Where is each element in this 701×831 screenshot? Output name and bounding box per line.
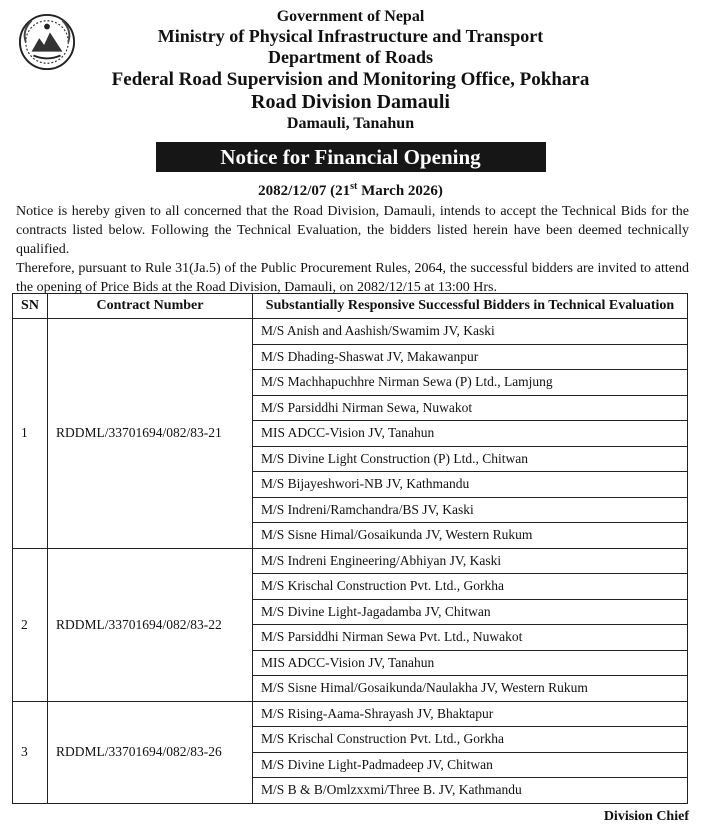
table-body xyxy=(13,319,688,804)
table-row xyxy=(13,548,688,574)
header-ministry: Ministry of Physical Infrastructure and Transport xyxy=(157,26,544,46)
notice-title: Notice for Financial Opening xyxy=(156,142,546,172)
bidder-name: MIS ADCC-Vision JV, Tanahun xyxy=(253,650,688,676)
bidder-name: M/S Divine Light Construction (P) Ltd., Chitwan xyxy=(253,446,688,472)
nepal-emblem-icon xyxy=(18,13,76,71)
bidder-name: M/S Machhapuchhre Nirman Sewa (P) Ltd., Lamjung xyxy=(253,370,688,396)
header-bidders: Substantially Responsive Successful Bidders in Technical Evaluation xyxy=(253,294,688,319)
bidder-name: M/S Anish and Aashish/Swamim JV, Kaski xyxy=(253,319,688,345)
notice-date xyxy=(0,178,701,200)
bidder-name: M/S Indreni Engineering/Abhiyan JV, Kaski xyxy=(253,548,688,574)
bidder-name: M/S Divine Light-Padmadeep JV, Chitwan xyxy=(253,752,688,778)
bidder-name: M/S Indreni/Ramchandra/BS JV, Kaski xyxy=(253,497,688,523)
header-office: Federal Road Supervision and Monitoring Office, Pokhara xyxy=(111,69,590,90)
table-row xyxy=(13,319,688,345)
contract-number: RDDML/33701694/082/83-21 xyxy=(48,319,253,549)
bidder-name: M/S Krischal Construction Pvt. Ltd., Gorkha xyxy=(253,574,688,600)
contract-number: RDDML/33701694/082/83-22 xyxy=(48,548,253,701)
bidder-name: M/S Krischal Construction Pvt. Ltd., Gorkha xyxy=(253,727,688,753)
bidder-name: M/S Divine Light-Jagadamba JV, Chitwan xyxy=(253,599,688,625)
bidder-name: M/S Parsiddhi Nirman Sewa, Nuwakot xyxy=(253,395,688,421)
signatory: Division Chief xyxy=(603,809,689,824)
date-rest: March 2026) xyxy=(357,183,443,199)
bidder-name: M/S Rising-Aama-Shrayash JV, Bhaktapur xyxy=(253,701,688,727)
bidder-name: M/S Bijayeshwori-NB JV, Kathmandu xyxy=(253,472,688,498)
bidder-name: M/S Parsiddhi Nirman Sewa Pvt. Ltd., Nuwakot xyxy=(253,625,688,651)
contract-sn: 3 xyxy=(13,701,48,803)
table-header-row xyxy=(13,294,688,319)
header-sn: SN xyxy=(13,294,48,319)
contract-number: RDDML/33701694/082/83-26 xyxy=(48,701,253,803)
header-department: Department of Roads xyxy=(268,47,433,67)
bidders-table xyxy=(12,293,688,804)
header-contract-number: Contract Number xyxy=(48,294,253,319)
bidder-name: M/S Sisne Himal/Gosaikunda JV, Western Rukum xyxy=(253,523,688,549)
bidder-name: M/S Dhading-Shaswat JV, Makawanpur xyxy=(253,344,688,370)
date-sup: st xyxy=(350,181,358,192)
contract-sn: 1 xyxy=(13,319,48,549)
notice-paragraph-2: Therefore, pursuant to Rule 31(Ja.5) of the Public Procurement Rules, 2064, the successful bidders are invited to attend the opening of Price Bids at the Road Division, Damauli, on 2082/12/15 at 13:00 Hrs. xyxy=(16,261,689,295)
notice-paragraph-1: Notice is hereby given to all concerned that the Road Division, Damauli, intends to accept the Technical Bids for the contracts listed below. Following the Technical Evaluation, the bidders listed herein have been deemed technically qualified. xyxy=(16,204,689,257)
date-main: 2082/12/07 (21 xyxy=(258,183,351,199)
header-location: Damauli, Tanahun xyxy=(286,115,415,132)
bidder-name: MIS ADCC-Vision JV, Tanahun xyxy=(253,421,688,447)
table-row xyxy=(13,701,688,727)
contract-sn: 2 xyxy=(13,548,48,701)
bidder-name: M/S B & B/Omlzxxmi/Three B. JV, Kathmandu xyxy=(253,778,688,804)
header-government: Government of Nepal xyxy=(276,8,425,25)
header-division: Road Division Damauli xyxy=(251,91,450,113)
bidder-name: M/S Sisne Himal/Gosaikunda/Naulakha JV, Western Rukum xyxy=(253,676,688,702)
header xyxy=(0,0,701,134)
